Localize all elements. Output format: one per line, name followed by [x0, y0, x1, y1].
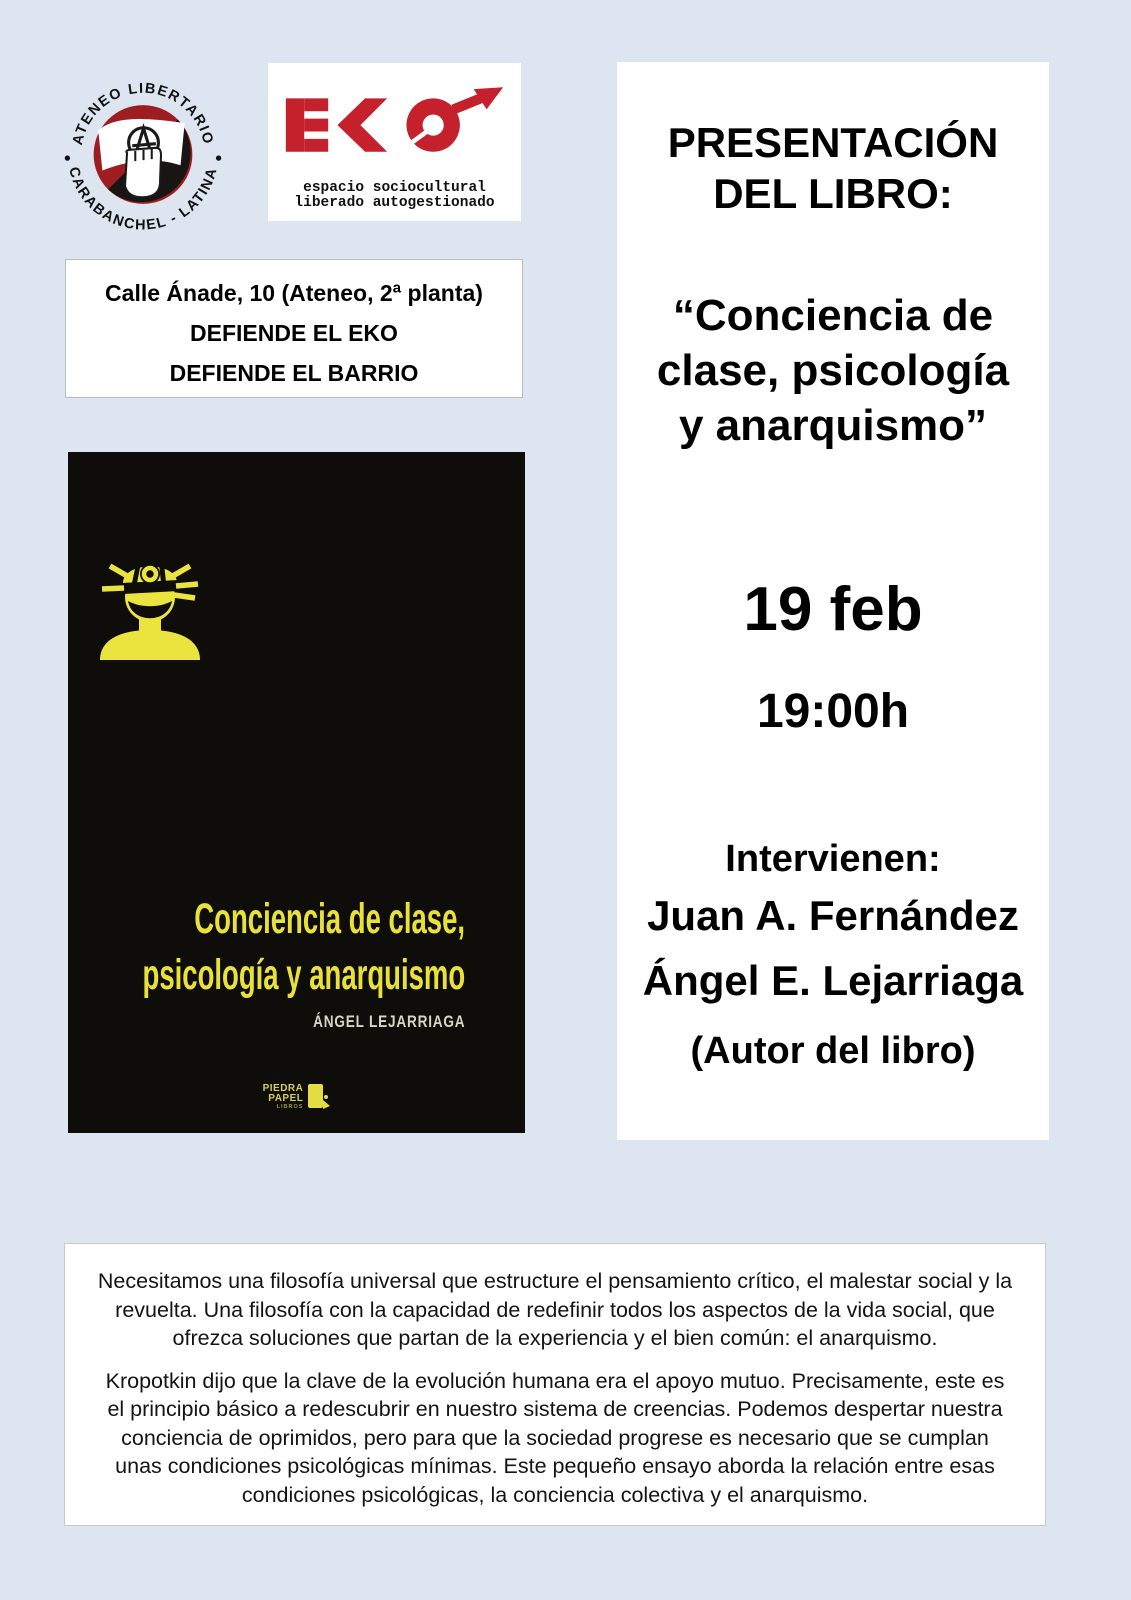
quote-line3: y anarquismo”	[678, 401, 988, 450]
description-paragraph-1: Necesitamos una filosofía universal que estructure el pensamiento crítico, el malestar social y la revuelta. Una filosofía con la capacidad de redefinir todos los aspectos de la vida social, que ofrezca soluciones que partan de la experiencia y el bien común: el anarquismo.	[97, 1269, 1013, 1350]
publisher-book-icon	[306, 1082, 330, 1112]
cover-author: ÁNGEL LEJARRIAGA	[312, 1012, 465, 1031]
quote-line2: clase, psicología	[656, 346, 1010, 395]
address-line: Calle Ánade, 10 (Ateneo, 2ª planta)	[105, 280, 483, 306]
address-box	[65, 259, 523, 398]
event-date: 19 feb	[743, 575, 923, 644]
description-paragraph-2: Kropotkin dijo que la clave de la evolución humana era el apoyo mutuo. Precisamente, este es el principio básico a redescubrir en nuestro sistema de creencias. Podemos despertar nuestra conciencia de oprimidos, pero para que la sociedad progrese es necesario que se cumplan unas condiciones psicológicas mínimas. Este pequeño ensayo aborda la relación entre esas condiciones psicológicas, la conciencia colectiva y el anarquismo.	[105, 1368, 1005, 1507]
eko-logo-icon	[284, 85, 505, 155]
book-cover	[68, 452, 525, 1133]
publisher-word1: PIEDRA	[262, 1082, 304, 1094]
header-line1: PRESENTACIÓN	[667, 119, 999, 166]
header-line2: DEL LIBRO:	[713, 170, 953, 217]
publisher-logo	[68, 1082, 525, 1112]
defend-eko-line: DEFIENDE EL EKO	[190, 320, 398, 346]
ateneo-libertario-logo-icon	[53, 62, 233, 247]
publisher-word3: LIBROS	[276, 1103, 304, 1110]
ateneo-arc-bottom-text: CARABANCHEL - LATINA	[65, 165, 221, 234]
event-time: 19:00h	[756, 685, 910, 738]
arc-dot-left	[65, 155, 70, 160]
book-title-quote	[617, 288, 1049, 453]
eko-tagline-line1: espacio sociocultural	[303, 180, 486, 196]
ateneo-arc-top-text: ATENEO LIBERTARIO	[69, 80, 217, 147]
description-box	[64, 1243, 1046, 1526]
presentation-header	[617, 117, 1049, 219]
quote-line1: “Conciencia de	[672, 291, 994, 340]
arc-dot-right	[216, 155, 221, 160]
speaker-1: Juan A. Fernández	[647, 892, 1019, 939]
author-note: (Autor del libro)	[690, 1030, 976, 1072]
eko-logo-box	[268, 63, 521, 221]
eko-tagline-line2: liberado autogestionado	[294, 195, 495, 211]
fist-shape	[125, 148, 161, 197]
publisher-word2: PAPEL	[268, 1092, 304, 1104]
speaker-2: Ángel E. Lejarriaga	[642, 957, 1024, 1004]
defend-barrio-line: DEFIENDE EL BARRIO	[169, 360, 419, 386]
cover-title-line2: psicología y anarquismo	[142, 951, 465, 999]
cover-title-line1: Conciencia de clase,	[194, 895, 465, 943]
event-panel	[617, 62, 1049, 1140]
speakers-label: Intervienen:	[725, 838, 941, 880]
miner-icon	[98, 552, 202, 660]
